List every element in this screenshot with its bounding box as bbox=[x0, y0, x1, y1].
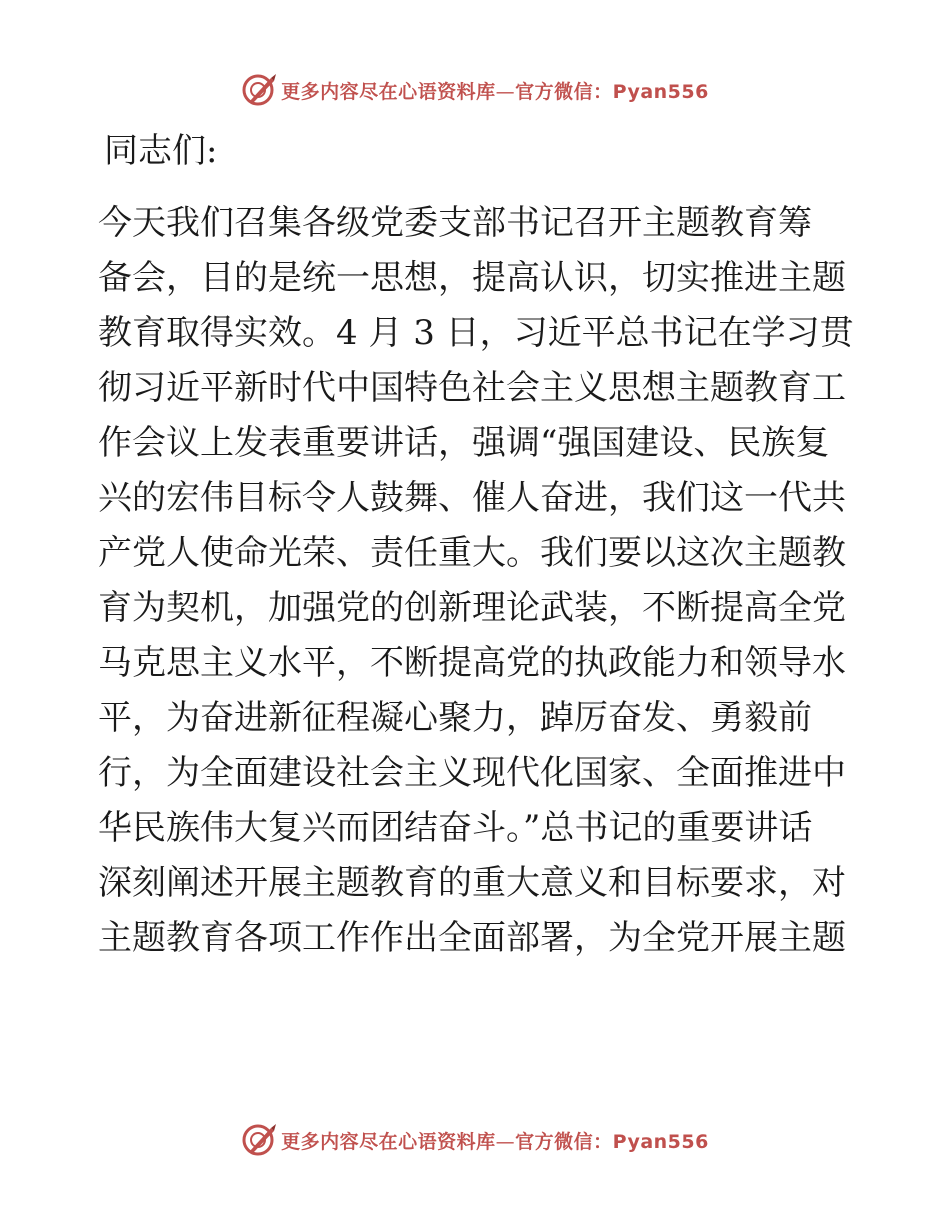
salutation: 同志们: bbox=[104, 131, 218, 171]
header-banner-wechat: 官方微信：Pyan556 bbox=[515, 80, 709, 103]
footer-watermark-banner bbox=[0, 1118, 950, 1162]
paragraph-line: 深刻阐述开展主题教育的重大意义和目标要求，对 bbox=[98, 863, 846, 903]
footer-banner-separator: — bbox=[495, 1130, 516, 1153]
paragraph-line: 平，为奋进新征程凝心聚力，踔厉奋发、勇毅前 bbox=[98, 698, 812, 738]
footer-banner-wechat: 官方微信：Pyan556 bbox=[515, 1130, 709, 1153]
paragraph-line: 产党人使命光荣、责任重大。我们要以这次主题教 bbox=[98, 533, 846, 573]
paragraph-line: 马克思主义水平，不断提高党的执政能力和领导水 bbox=[98, 643, 846, 683]
paragraph-line: 兴的宏伟目标令人鼓舞、催人奋进，我们这一代共 bbox=[98, 478, 846, 518]
paragraph-line: 今天我们召集各级党委支部书记召开主题教育筹 bbox=[98, 203, 812, 243]
paragraph-line: 彻习近平新时代中国特色社会主义思想主题教育工 bbox=[98, 368, 846, 408]
paragraph-line: 作会议上发表重要讲话，强调“强国建设、民族复 bbox=[98, 423, 830, 463]
header-banner-separator: — bbox=[495, 80, 516, 103]
quill-logo-icon bbox=[241, 1122, 277, 1158]
footer-banner-text bbox=[281, 1127, 709, 1154]
paragraph-line: 育为契机，加强党的创新理论武装，不断提高全党 bbox=[98, 588, 846, 628]
paragraph-line: 主题教育各项工作作出全面部署，为全党开展主题 bbox=[98, 918, 846, 958]
paragraph-line: 备会，目的是统一思想，提高认识，切实推进主题 bbox=[98, 258, 846, 298]
paragraph-line: 教育取得实效。4 月 3 日，习近平总书记在学习贯 bbox=[98, 313, 854, 353]
footer-banner-main: 更多内容尽在心语资料库 bbox=[281, 1130, 496, 1153]
paragraph-line: 行，为全面建设社会主义现代化国家、全面推进中 bbox=[98, 753, 846, 793]
paragraph-line: 华民族伟大复兴而团结奋斗。”总书记的重要讲话 bbox=[98, 808, 813, 848]
header-banner-main: 更多内容尽在心语资料库 bbox=[281, 80, 496, 103]
